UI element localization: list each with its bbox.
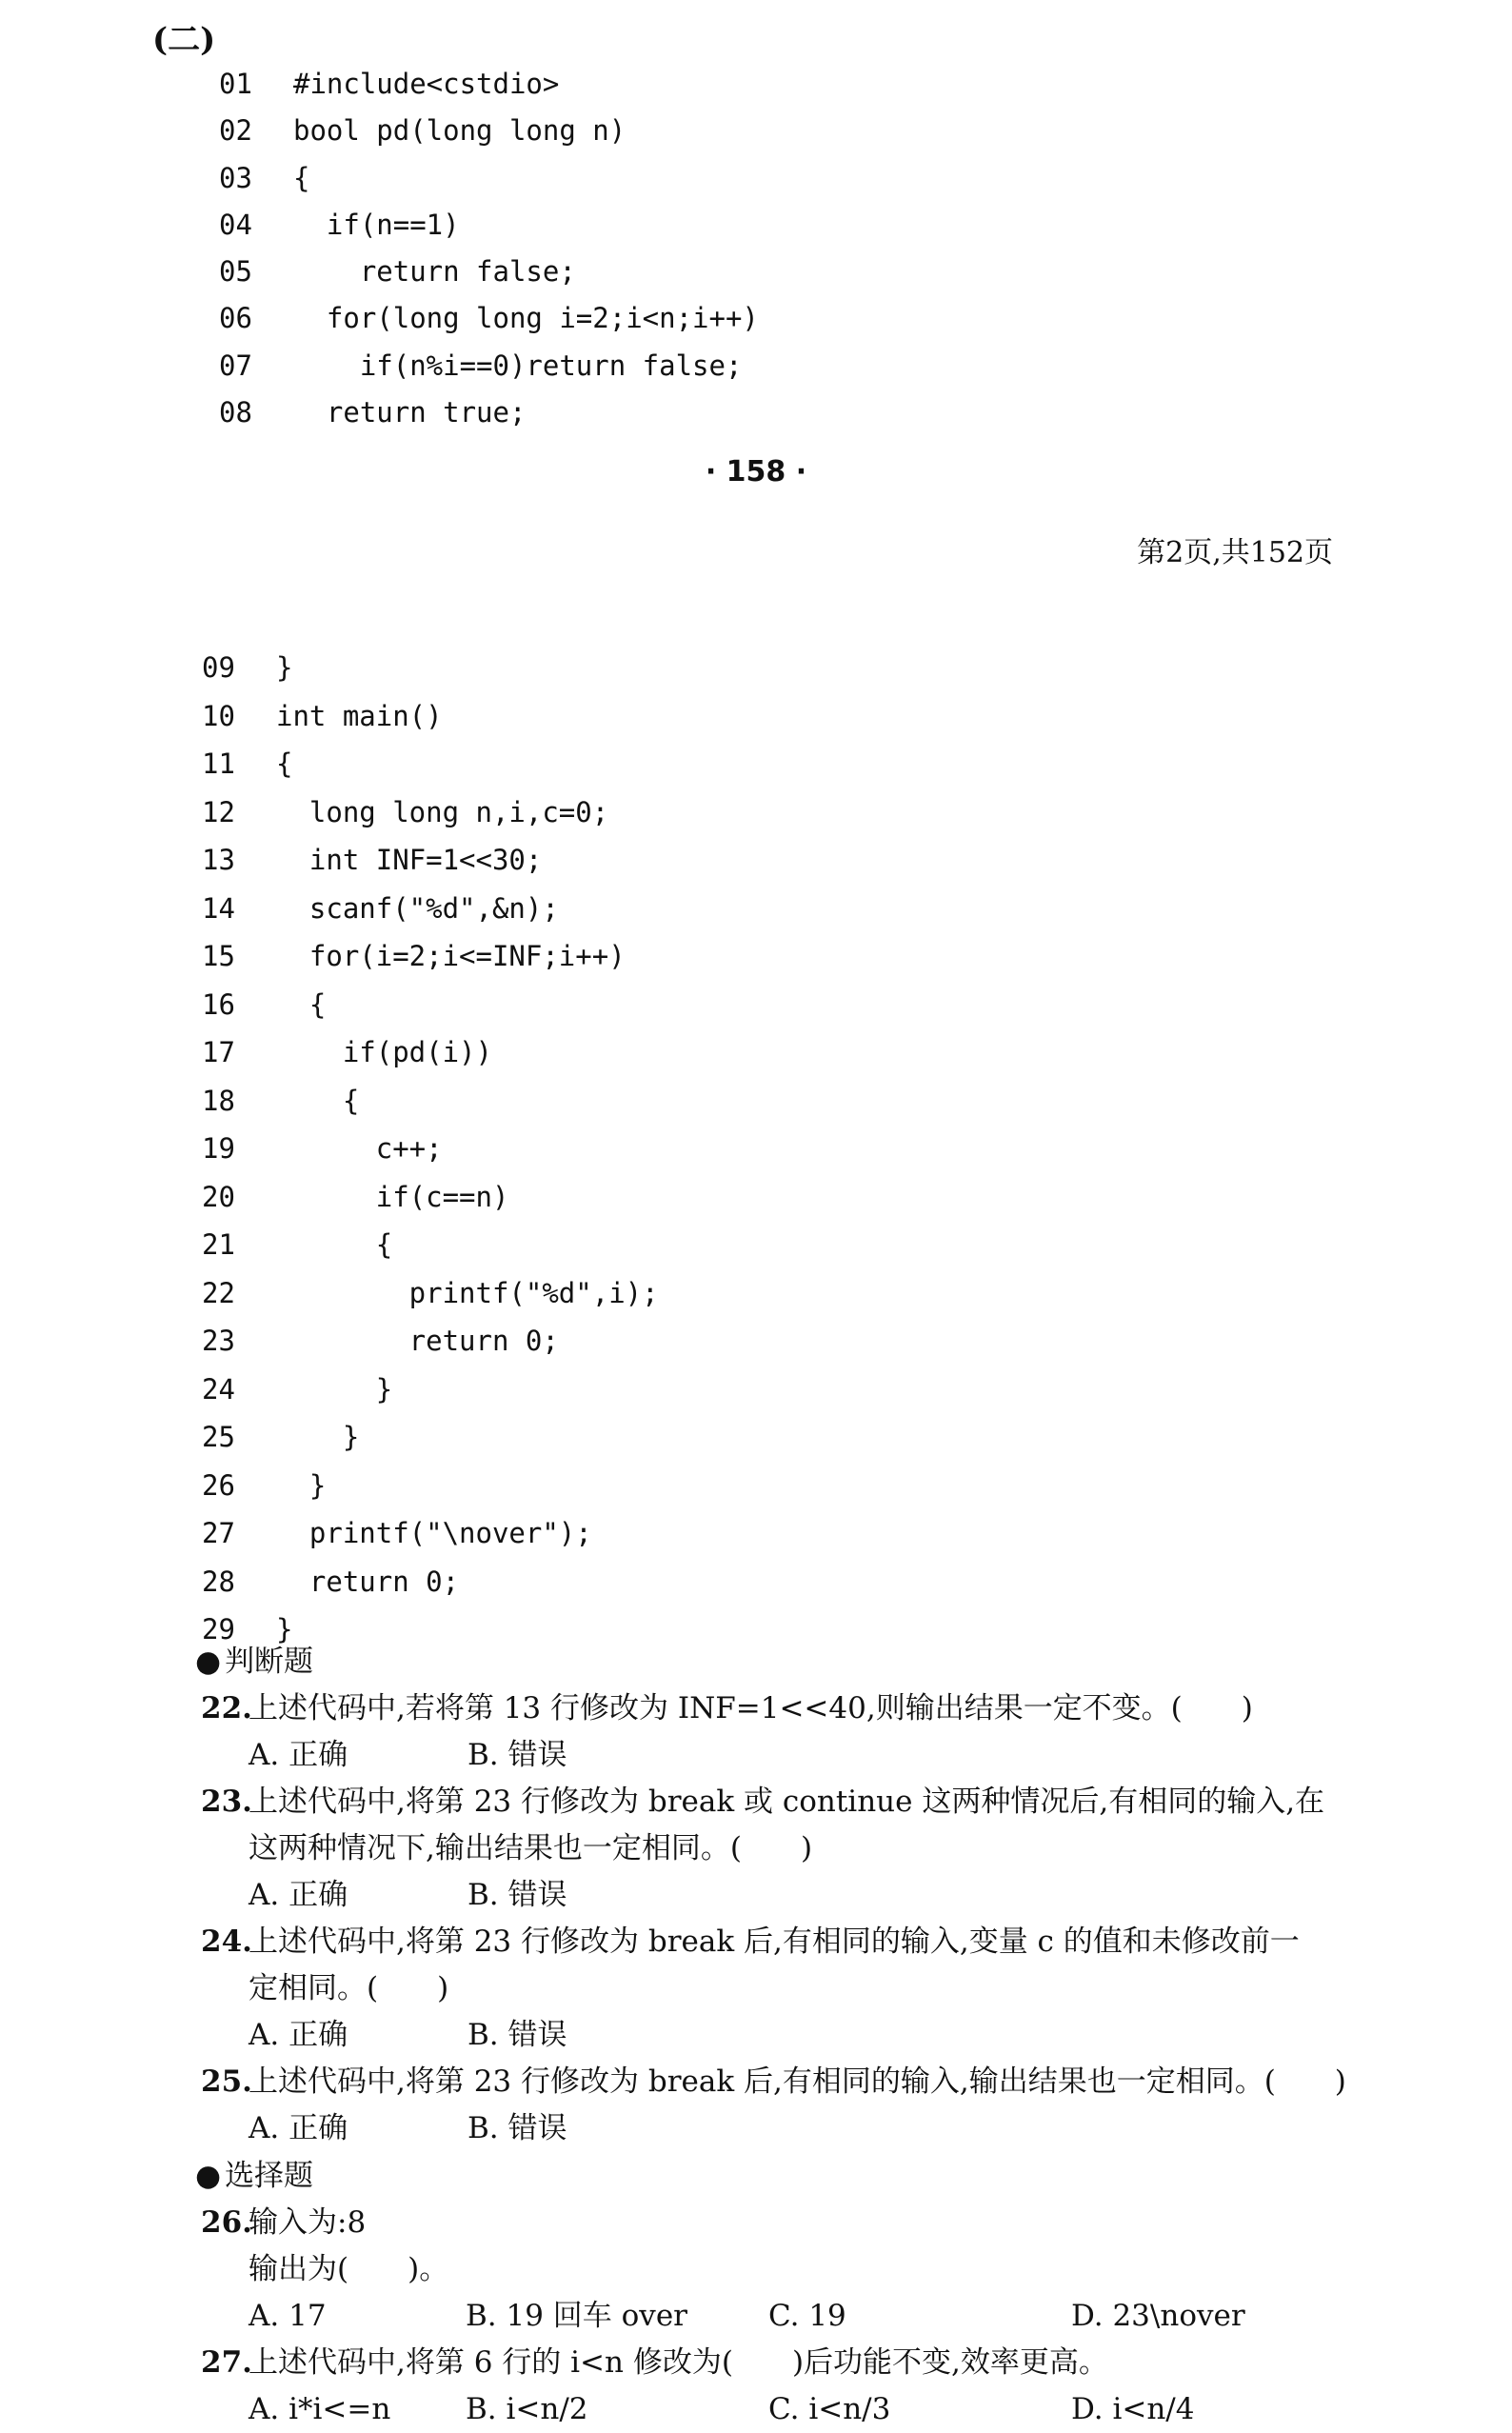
code-text: printf("%d",i); [276,1276,659,1309]
code-text: { [293,161,310,194]
code-line [202,740,659,788]
question-26 [195,2200,1395,2340]
line-number: 28 [202,1565,235,1598]
option-b[interactable]: B. 19 回车 over [466,2299,687,2333]
line-number: 27 [202,1517,235,1549]
code-text: } [276,1421,360,1453]
question-number: 22. [201,1691,252,1725]
code-line [202,1462,659,1510]
line-number: 05 [219,255,252,289]
answer-options [249,2105,1395,2152]
code-line [202,1173,659,1222]
code-line [202,1028,659,1077]
question-25 [195,2059,1395,2152]
questions-area [195,1638,1395,2433]
question-text: 输出为( )。 [249,2252,449,2286]
line-number: 29 [202,1613,235,1645]
code-line [202,981,659,1029]
line-number: 14 [202,891,235,925]
code-line [202,1269,659,1318]
code-text: { [276,987,327,1021]
option-b[interactable]: B. 错误 [468,2111,567,2145]
code-line [202,1366,659,1414]
code-line [202,644,659,692]
question-text: 上述代码中,将第 6 行的 i<n 修改为( )后功能不变,效率更高。 [249,2345,1108,2380]
code-text: } [276,651,293,684]
code-line [219,61,759,108]
line-number: 01 [219,68,252,100]
code-line [202,788,659,837]
line-number: 18 [202,1084,235,1117]
question-23 [195,1779,1395,1919]
question-number: 24. [201,1924,252,1959]
code-text: scanf("%d",&n); [276,891,559,925]
line-number: 04 [219,208,252,241]
line-number: 15 [202,940,235,972]
line-number: 19 [202,1132,235,1165]
code-text: #include<cstdio> [293,68,560,100]
code-text: return 0; [276,1325,559,1357]
code-line [202,692,659,741]
line-number: 16 [202,987,235,1021]
code-line [202,1413,659,1462]
code-text: return false; [293,255,576,289]
question-number: 26. [201,2205,252,2240]
line-number: 02 [219,114,252,148]
question-22 [195,1685,1395,1779]
code-line [202,1077,659,1126]
code-line [202,1317,659,1366]
page-counter: 第2页,共152页 [1137,536,1333,569]
line-number: 24 [202,1372,235,1406]
code-line [219,155,759,202]
question-number: 25. [201,2064,252,2099]
question-text: 上述代码中,将第 23 行修改为 break 后,有相同的输入,变量 c 的值和未修改前一 [249,1924,1300,1959]
option-c[interactable]: C. i<n/3 [768,2392,891,2426]
code-block-part2 [202,644,659,1654]
code-text: for(long long i=2;i<n;i++) [293,302,759,335]
code-text: if(pd(i)) [276,1036,492,1068]
code-line [219,295,759,342]
question-number: 23. [201,1785,252,1819]
line-number: 03 [219,161,252,194]
answer-options [249,2293,1395,2340]
line-number: 17 [202,1036,235,1068]
code-line [202,1221,659,1269]
option-a[interactable]: A. i*i<=n [249,2392,391,2426]
line-number: 09 [202,651,235,684]
line-number: 08 [219,396,252,429]
code-line [219,108,759,154]
code-text: int main() [276,699,443,732]
code-text: } [276,1468,327,1502]
code-block-part1 [219,61,759,436]
code-line [202,1558,659,1606]
line-number: 20 [202,1180,235,1213]
line-number: 25 [202,1421,235,1453]
option-b[interactable]: B. 错误 [468,1738,567,1772]
bullet-icon: ● [195,1645,222,1679]
question-text: 输入为:8 [249,2205,367,2240]
question-text: 上述代码中,将第 23 行修改为 break 后,有相同的输入,输出结果也一定相同。( ) [249,2064,1346,2099]
code-line [202,885,659,933]
bullet-icon: ● [195,2159,222,2193]
line-number: 13 [202,844,235,876]
question-number: 27. [201,2345,252,2380]
code-text: if(n%i==0)return false; [293,349,743,382]
option-a[interactable]: A. 17 [249,2299,327,2333]
code-text: if(n==1) [293,208,460,241]
code-text: } [276,1372,393,1406]
line-number: 26 [202,1468,235,1502]
line-number: 10 [202,699,235,732]
section-heading: (二) [152,21,216,59]
code-text: for(i=2;i<=INF;i++) [276,940,626,972]
option-b[interactable]: B. i<n/2 [466,2392,588,2426]
code-line [219,389,759,436]
code-text: } [276,1613,293,1645]
page-number: · 158 · [705,455,807,489]
code-text: bool pd(long long n) [293,114,627,148]
answer-options [249,1732,1395,1779]
multiple-choice-section-title [195,2152,1395,2200]
line-number: 11 [202,748,235,780]
option-a[interactable]: A. 正确 [249,1738,348,1772]
answer-options [249,1872,1395,1919]
option-a[interactable]: A. 正确 [249,1878,348,1912]
question-24 [195,1919,1395,2059]
question-27 [195,2340,1395,2433]
code-text: { [276,748,293,780]
answer-options [249,2012,1395,2059]
code-text: return true; [293,396,527,429]
line-number: 06 [219,302,252,335]
question-text: 这两种情况下,输出结果也一定相同。( ) [249,1831,813,1865]
line-number: 21 [202,1228,235,1261]
section-title-text: 选择题 [225,2159,314,2193]
section-title-text: 判断题 [225,1645,314,1679]
code-text: if(c==n) [276,1180,509,1213]
question-text: 上述代码中,将第 23 行修改为 break 或 continue 这两种情况后,有相同的输入,在 [249,1785,1325,1819]
code-text: return 0; [276,1565,460,1598]
option-a[interactable]: A. 正确 [249,2018,348,2052]
code-text: { [276,1084,360,1117]
question-text: 定相同。( ) [249,1971,449,2005]
code-text: int INF=1<<30; [276,844,543,876]
option-a[interactable]: A. 正确 [249,2111,348,2145]
option-b[interactable]: B. 错误 [468,1878,567,1912]
option-b[interactable]: B. 错误 [468,2018,567,2052]
line-number: 12 [202,795,235,828]
code-line [219,343,759,389]
option-d[interactable]: D. 23\nover [1071,2299,1245,2333]
code-line [202,1509,659,1558]
code-line [202,1125,659,1173]
code-line [219,202,759,249]
line-number: 07 [219,349,252,382]
code-line [202,836,659,885]
question-text: 上述代码中,若将第 13 行修改为 INF=1<<40,则输出结果一定不变。( ) [249,1691,1253,1725]
option-d[interactable]: D. i<n/4 [1071,2392,1195,2426]
true-false-section-title [195,1638,1395,1685]
option-c[interactable]: C. 19 [768,2299,846,2333]
code-line [202,932,659,981]
line-number: 22 [202,1276,235,1309]
line-number: 23 [202,1325,235,1357]
code-text: { [276,1228,393,1261]
answer-options [249,2386,1395,2433]
code-line [219,249,759,295]
code-text: long long n,i,c=0; [276,795,609,828]
code-text: printf("\nover"); [276,1517,592,1549]
code-text: c++; [276,1132,443,1165]
